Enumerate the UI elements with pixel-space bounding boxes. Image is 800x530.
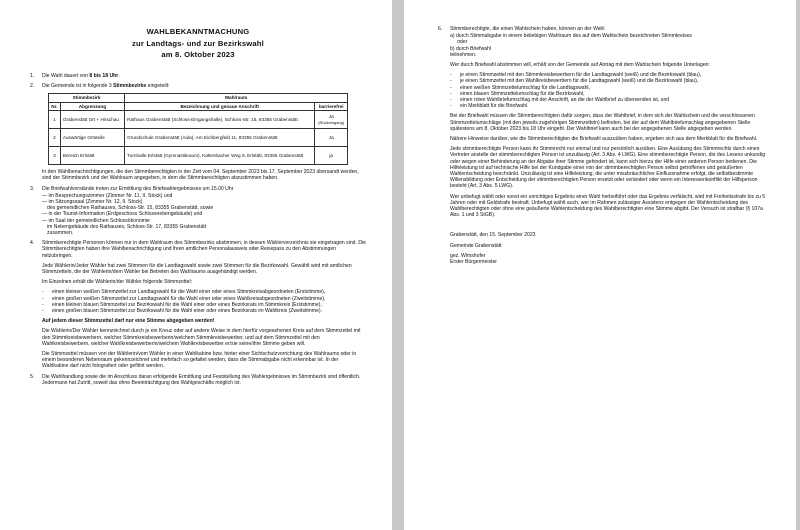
authority: Gemeinde Grabenstätt [450, 242, 502, 249]
text: . [118, 72, 120, 79]
list-item: teilnehmen. [450, 51, 477, 58]
counting-locations [30, 193, 366, 236]
list-item: — im Saal der gemeindlichen Schlossökonomie [42, 217, 150, 224]
column-header: Nr. [49, 102, 61, 111]
list-item: — im Besprechungszimmer (Zimmer Nr. 11, II. Stock) und [42, 192, 173, 199]
text: (Rückeingang) [318, 119, 345, 125]
section-2 [30, 83, 366, 89]
paragraph: Nähere Hinweise darüber, wie die Stimmberechtigten die Briefwahl auszuüben haben, ergeben sich aus dem Merkblatt für die Briefwahl. [450, 136, 758, 143]
text: 8 bis 18 Uhr [89, 72, 119, 79]
title-line: zur Landtags- und zur Bezirkswahl [132, 38, 264, 48]
paragraph: Wer durch Briefwahl abstimmen will, erhält von der Gemeinde auf Antrag mit dem Wahlschein folgende Unterlagen: [450, 62, 710, 69]
list-item: einen großen weißen Stimmzettel zur Landtagswahl für die Wahl einer oder eines Wahlkreisabgeordneten (Zweitstimme), [52, 295, 326, 302]
group-header: Stimmbezirk [49, 93, 125, 102]
text: Die Wahlhandlung sowie die im Anschluss daran erfolgende Ermittlung und Feststellung des Wahlergebnisses im Stimmbezirk sind öffentlich. Jedermann hat Zutritt, soweit das ohne Beeinträchtigung des Wahlgeschäfts möglich ist. [42, 373, 361, 386]
text: Ja [328, 114, 334, 119]
ballot-list: - einen kleinen weißen Stimmzettel zur Landtagswahl für die Wahl einer oder eines Stimmkreisabgeordneten (Erststimme), - einen großen weißen Stimmzettel zur Landtagswahl für die Wahl einer oder eines Wahlkreisabgeordneten (Zweitstimme), - einen kleinen blauen Stimmzettel zur Bezirkswahl für die Wahl einer oder eines Bezirksrats im Stimmkreis (Erststimme), - einen großen blauen Stimmzettel zur Bezirkswahl für die Wahl einer oder eines Bezirksrats im Wahlkreis (Zweitstimme). [42, 289, 326, 314]
cell-barrierefrei: Ja [315, 129, 348, 147]
signer-title: Erster Bürgermeister [450, 259, 497, 266]
list-item: einen blauen Stimmzettelumschlag für die Bezirkswahl, [460, 90, 585, 97]
list-item: — im Sitzungssaal (Zimmer Nr. 12, II. Stock) [42, 198, 143, 205]
text: Die Gemeinde ist in folgende 3 [42, 82, 114, 89]
column-header: Bezeichnung und genaue Anschrift [125, 102, 315, 111]
section-number: 3. [30, 185, 35, 192]
table-row [49, 147, 348, 165]
cell-anschrift: Turnhalle Erlstätt (Gymnastikraum), Kaltenbacher Weg 9, Erlstätt, 83355 Grabenstätt [125, 147, 315, 165]
text: eingeteilt: [146, 82, 170, 89]
section-5 [30, 374, 366, 386]
section-number: 1. [30, 72, 35, 79]
list-item: b) durch Briefwahl [450, 45, 492, 52]
paragraph: Im Einzelnen erhält die Wählerin/der Wähler folgende Stimmzettel: [42, 279, 193, 286]
cell-anschrift: Grundschule Grabenstätt (Aula), Am Eichbergfeld 11, 83355 Grabenstätt [125, 129, 315, 147]
list-item: ein Merkblatt für die Briefwahl. [460, 103, 529, 110]
list-item: — in der Tourist-Information (Erdgeschoss Schlossnebengebäude) und [42, 211, 203, 218]
title-line: am 8. Oktober 2023 [161, 50, 235, 59]
section-1 [30, 73, 366, 79]
list-item: a) durch Stimmabgabe in einem beliebigen Wahlraum des auf dem Wahlschein bezeichneten Stimmkreises [450, 33, 692, 40]
section-number: 5. [30, 373, 35, 380]
cell-abgrenzung: Bereich Erlstätt [60, 147, 124, 165]
list-item: einen roten Wahlbriefumschlag mit der Anschrift, an die der Wahlbrief zu übersenden ist, und [460, 97, 670, 104]
list-item: im Nebengebäude des Rathauses, Schloss-Str. 17, 83355 Grabenstätt [47, 223, 207, 230]
cell-barrierefrei: ja [315, 147, 348, 165]
section-6 [438, 26, 766, 32]
polling-district-table [48, 93, 348, 165]
voting-options [438, 33, 766, 58]
text: Stimmberechtigte Personen können nur in dem Wahlraum des Stimmbezirks abstimmen, in dessen Wählerverzeichnis sie eingetragen sind. Die Stimmberechtigten haben ihre Wahlbenachrichtigung und ihren amtlichen Personalausweis oder Reisepass zu den Abstimmungen mitzubringen. [42, 240, 366, 259]
cell-nr: 3 [49, 147, 61, 165]
paragraph: Die Stimmzettel müssen von der Wählerin/vom Wähler in einer Wahlkabine bzw. hinter einer Sichtschutzvorrichtung des Wahlraums oder in einem besonderen Nebenraum gekennzeichnet und mehrfach so gefaltet werden, dass die Stimmabgabe nicht erkennbar ist. In der Wahlkabine darf nicht fotografiert oder gefilmt werden. [42, 350, 357, 370]
list-item: oder [450, 39, 468, 46]
text: Die Briefwahlvorstände treten zur Ermittlung des Briefwahlergebnisses um 15.00 Uhr [42, 185, 234, 192]
title-line: WAHLBEKANNTMACHUNG [146, 27, 250, 36]
list-item: einen kleinen weißen Stimmzettel zur Landtagswahl für die Wahl einer oder eines Stimmkreisabgeordneten (Erststimme), [52, 289, 326, 296]
paragraph: Wer unbefugt wählt oder sonst ein unrichtiges Ergebnis einer Wahl herbeiführt oder das Ergebnis verfälscht, wird mit Freiheitsstrafe bis zu 5 Jahren oder mit Geldstrafe bestraft. Unbefugt wählt auch, wer im Rahmen zulässiger Assistenz entgegen der Wahlentscheidung des Wahlberechtigten oder ohne eine geäußerte Wahlentscheidung des Wahlberechtigten eine Stimme abgibt. Der Versuch ist strafbar (§ 107a Abs. 1 und 3 StGB). [450, 193, 766, 219]
paragraph: Die Wählerin/Der Wähler kennzeichnet durch je ein Kreuz oder auf andere Weise in dem hierfür vorgesehenen Kreis auf dem Stimmzettel mit den Stimmkreisbewerbern, welcher Stimmkreisbewerberin/welchem Stimmkreisbewerber, und auf dem Stimmzettel mit den Wahlkreisbewerbern, welcher Wahlkreisbewerberin/welchem Wahlkreisbewerber er/sie seine/ihre Stimme geben will. [42, 328, 361, 347]
column-header: barrierefrei [315, 102, 348, 111]
notice-title [30, 26, 366, 61]
cell-barrierefrei [315, 111, 348, 129]
cell-anschrift: Rathaus Grabenstätt (Schloss-Eingangshalle), Schloss-Str. 15, 83355 Grabenstätt [125, 111, 315, 129]
date-line: Grabenstätt, den 15. September 2023 [450, 232, 536, 239]
list-item: je einen Stimmzettel mit den Stimmkreisbewerbern für die Landtagswahl (weiß) und die Bezirkswahl (blau), [460, 72, 702, 79]
column-header: Abgrenzung [60, 102, 124, 111]
list-item: zusammen. [47, 229, 74, 236]
cell-nr: 2 [49, 129, 61, 147]
list-item: je einen Stimmzettel mit den Wahlkreisbewerbern für die Landtagswahl (weiß) und die Bezirkswahl (blau), [460, 78, 699, 85]
paragraph: Jede stimmberechtigte Person kann ihr Stimmrecht nur einmal und nur persönlich ausüben. Eine Ausübung des Stimmrechts durch einen Vertreter anstelle der stimmberechtigten Person ist unzulässig (Art. 3 Abs. 4 LWG). Eine stimmberechtigte Person, die des Lesens unkundig oder wegen einer Behinderung an der Abgabe ihrer Stimme gehindert ist, kann sich hierzu der Hilfe einer anderen Person bedienen. Die Hilfeleistung ist auf technische Hilfe bei der Kundgabe einer von der stimmberechtigten Person selbst getroffenen und geäußerten Wahlentscheidung beschränkt. Unzulässig ist eine Hilfeleistung, die unter missbräuchlicher Einflussnahme erfolgt, die selbstbestimmte Willensbildung oder Entscheidung der stimmberechtigten Person ersetzt oder verändert oder wenn ein Interessenkonflikt der Hilfsperson besteht (Art. 3 Abs. 5 LWG). [450, 146, 766, 190]
table-row [49, 129, 348, 147]
paragraph: In den Wahlbenachrichtigungen, die den Stimmberechtigten in der Zeit vom 04. September 2023 bis 17. September 2023 übersandt werden, sind der Stimmbezirk und der Wahlraum angegeben, in dem die Stimmberechtigten abzustimmen haben. [42, 169, 359, 182]
postal-vote-documents: - je einen Stimmzettel mit den Stimmkreisbewerbern für die Landtagswahl (weiß) und die Bezirkswahl (blau), - je einen Stimmzettel mit den Wahlkreisbewerbern für die Landtagswahl (weiß) und die Bezirkswahl (blau), - einen weißen Stimmzettelumschlag für die Landtagswahl, - einen blauen Stimmzettelumschlag für die Bezirkswahl, - einen roten Wahlbriefumschlag mit der Anschrift, an die der Wahlbrief zu übersenden ist, und - ein Merkblatt für die Briefwahl. [450, 72, 702, 110]
group-header: Wahlraum [125, 93, 348, 102]
table-row [49, 111, 348, 129]
list-item: einen weißen Stimmzettelumschlag für die Landtagswahl, [460, 84, 590, 91]
paragraph: Auf jedem dieser Stimmzettel darf nur eine Stimme abgegeben werden! [42, 318, 215, 325]
cell-nr: 1 [49, 111, 61, 129]
page-1 [0, 0, 392, 530]
cell-abgrenzung: Auswärtige Ortsteile [60, 129, 124, 147]
section-number: 6. [438, 26, 443, 32]
section-number: 2. [30, 82, 35, 89]
paragraph: Bei der Briefwahl müssen die Stimmberechtigten dafür sorgen, dass der Wahlbrief, in dem sich der Wahlschein und die verschlossenen Stimmzettelumschläge (mit den jeweils zugehörigen Stimmzetteln) befinden, bei der auf dem Wahlbriefumschlag angegebenen Stelle spätestens am 8. Oktober 2023 bis 18 Uhr eingeht. Der Wahlbrief kann auch bei der angegebenen Stelle abgegeben werden. [450, 113, 755, 132]
text: Stimmbezirke [113, 82, 147, 89]
signer: gez. Wimshofer [450, 252, 486, 259]
paragraph: Jede Wählerin/Jeder Wähler hat zwei Stimmen für die Landtagswahl sowie zwei Stimmen für die Bezirkswahl. Gewählt wird mit amtlichen Stimmzetteln, die der Wählerin/dem Wähler bei Betreten des Wahlraums ausgehändigt werden. [42, 262, 352, 275]
text: Die Wahl dauert von [42, 72, 90, 79]
list-item: einen großen blauen Stimmzettel zur Bezirkswahl für die Wahl einer oder eines Bezirksrats im Wahlkreis (Zweitstimme). [52, 307, 322, 314]
section-number: 4. [30, 240, 35, 247]
text: Stimmberechtigte, die einen Wahlschein haben, können an der Wahl [450, 26, 605, 32]
section-3 [30, 186, 366, 192]
section-4 [30, 240, 366, 259]
page-2 [404, 0, 796, 530]
cell-abgrenzung: Grabenstätt Ort + Hirschau [60, 111, 124, 129]
list-item: einen kleinen blauen Stimmzettel zur Bezirkswahl für die Wahl einer oder eines Bezirksrats im Stimmkreis (Erststimme), [52, 301, 322, 308]
list-item: des gemeindlichen Rathauses, Schloss-Str. 15, 83355 Grabenstätt, sowie [47, 205, 214, 212]
